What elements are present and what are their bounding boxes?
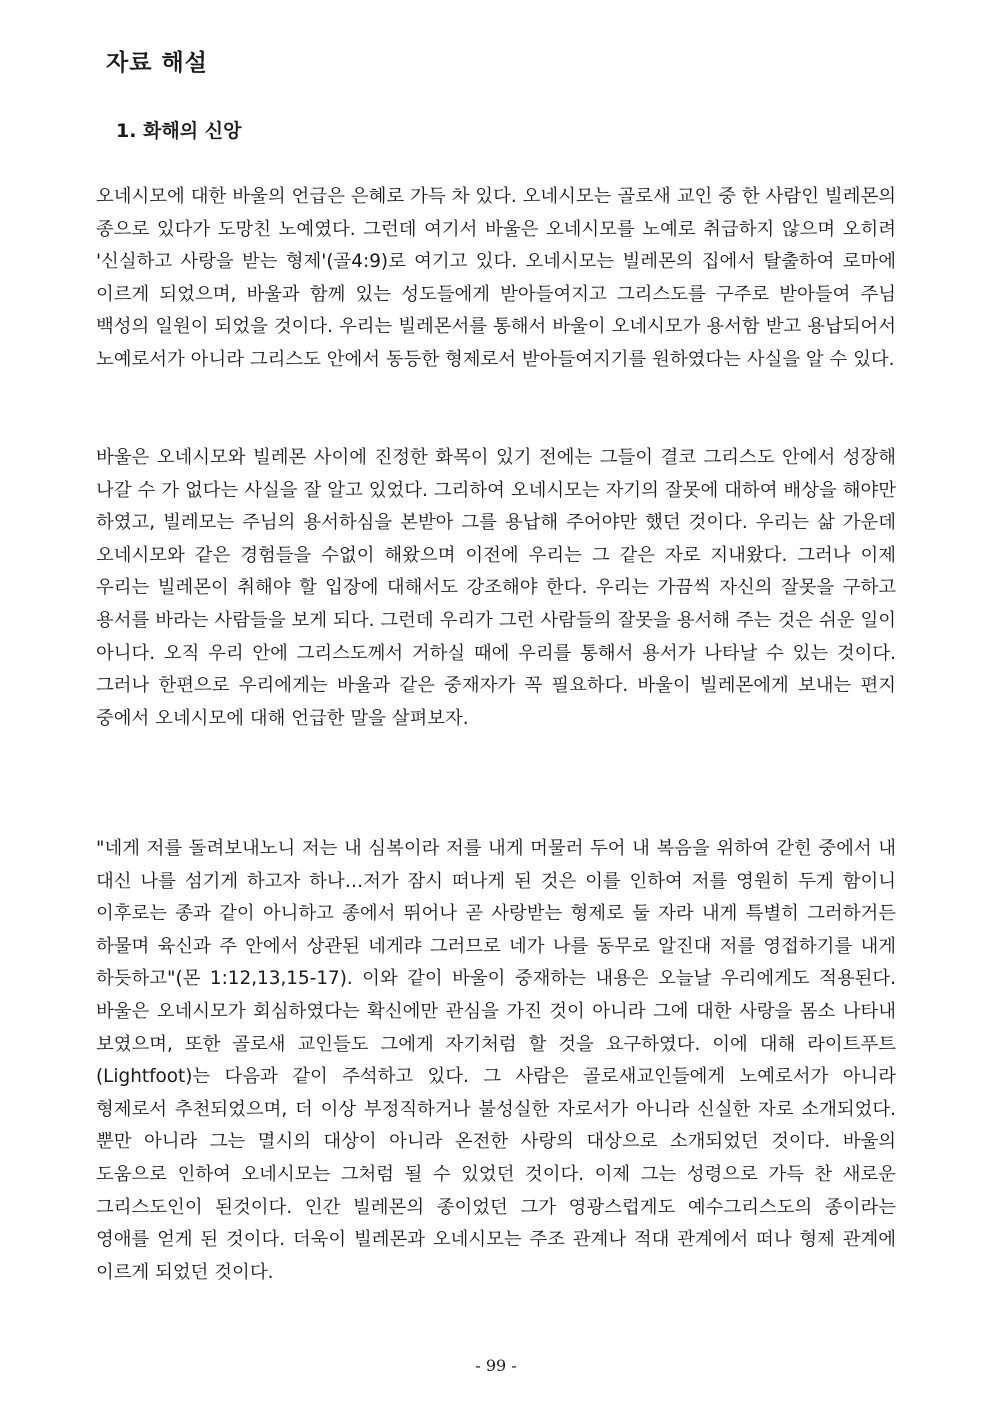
page-number: - 99 -	[475, 1356, 517, 1375]
body-paragraph: 바울은 오네시모와 빌레몬 사이에 진정한 화목이 있기 전에는 그들이 결코 그리스도 안에서 성장해 나갈 수 가 없다는 사실을 잘 알고 있었다. 그리하여 오네시모는 자기의 잘못에 대하여 배상을 해야만 하였고, 빌레모는 주님의 용서하심을 본받아 그를 용납해 주어야만 했던 것이다. 우리는 삶 가운데 오네시모와 같은 경험들을 수없이 해왔으며 이전에 우리는 그 같은 자로 지내왔다. 그러나 이제 우리는 빌레몬이 취해야 할 입장에 대해서도 강조해야 한다. 우리는 가끔씩 자신의 잘못을 구하고 용서를 바라는 사람들을 보게 되다. 그런데 우리가 그런 사람들의 잘못을 용서해 주는 것은 쉬운 일이 아니다. 오직 우리 안에 그리스도께서 거하실 때에 우리를 통해서 용서가 나타날 수 있는 것이다. 그러나 한편으로 우리에게는 바울과 같은 중재자가 꼭 필요하다. 바울이 빌레몬에게 보내는 편지 중에서 오네시모에 대해 언급한 말을 살펴보자.	[96, 447, 897, 729]
page-title: 자료 해설	[106, 50, 208, 76]
section-heading: 1. 화해의 신앙	[116, 120, 242, 142]
body-paragraph: "네게 저를 돌려보내노니 저는 내 심복이라 저를 내게 머물러 두어 내 복음을 위하여 갇힌 중에서 내 대신 나를 섬기게 하고자 하나…저가 잠시 떠나게 된 것은 이를 인하여 저를 영원히 두게 함이니 이후로는 종과 같이 아니하고 종에서 뛰어나 곧 사랑받는 형제로 둘 자라 내게 특별히 그러하거든 하물며 육신과 주 안에서 상관된 네게랴 그러므로 네가 나를 동무로 알진대 저를 영접하기를 내게 하듯하고"(몬 1:12,13,15-17). 이와 같이 바울이 중재하는 내용은 오늘날 우리에게도 적용된다. 바울은 오네시모가 회심하였다는 확신에만 관심을 가진 것이 아니라 그에 대한 사랑을 몸소 나타내 보였으며, 또한 골로새 교인들도 그에게 자기처럼 할 것을 요구하였다. 이에 대해 라이트푸트(Lightfoot)는 다음과 같이 주석하고 있다. 그 사람은 골로새교인들에게 노예로서가 아니라 형제로서 추천되었으며, 더 이상 부정직하거나 불성실한 자로서가 아니라 신실한 자로 소개되었다. 뿐만 아니라 그는 멸시의 대상이 아니라 온전한 사랑의 대상으로 소개되었던 것이다. 바울의 도움으로 인하여 오네시모는 그처럼 될 수 있었던 것이다. 이제 그는 성령으로 가득 찬 새로운 그리스도인이 된것이다. 인간 빌레몬의 종이었던 그가 영광스럽게도 예수그리스도의 종이라는 영애를 얻게 된 것이다. 더욱이 빌레몬과 오네시모는 주조 관계나 적대 관계에서 떠나 형제 관계에 이르게 되었던 것이다.	[96, 838, 896, 1283]
body-paragraph: 오네시모에 대한 바울의 언급은 은혜로 가득 차 있다. 오네시모는 골로새 교인 중 한 사람인 빌레몬의 종으로 있다가 도망친 노예였다. 그런데 여기서 바울은 오네시모를 노예로 취급하지 않으며 오히려 '신실하고 사랑을 받는 형제'(골4:9)로 여기고 있다. 오네시모는 빌레몬의 집에서 탈출하여 로마에 이르게 되었으며, 바울과 함께 있는 성도들에게 받아들여지고 그리스도를 구주로 받아들여 주님 백성의 일원이 되었을 것이다. 우리는 빌레몬서를 통해서 바울이 오네시모가 용서함 받고 용납되어서 노예로서가 아니라 그리스도 안에서 동등한 형제로서 받아들여지기를 원하였다는 사실을 알 수 있다.	[96, 186, 896, 370]
